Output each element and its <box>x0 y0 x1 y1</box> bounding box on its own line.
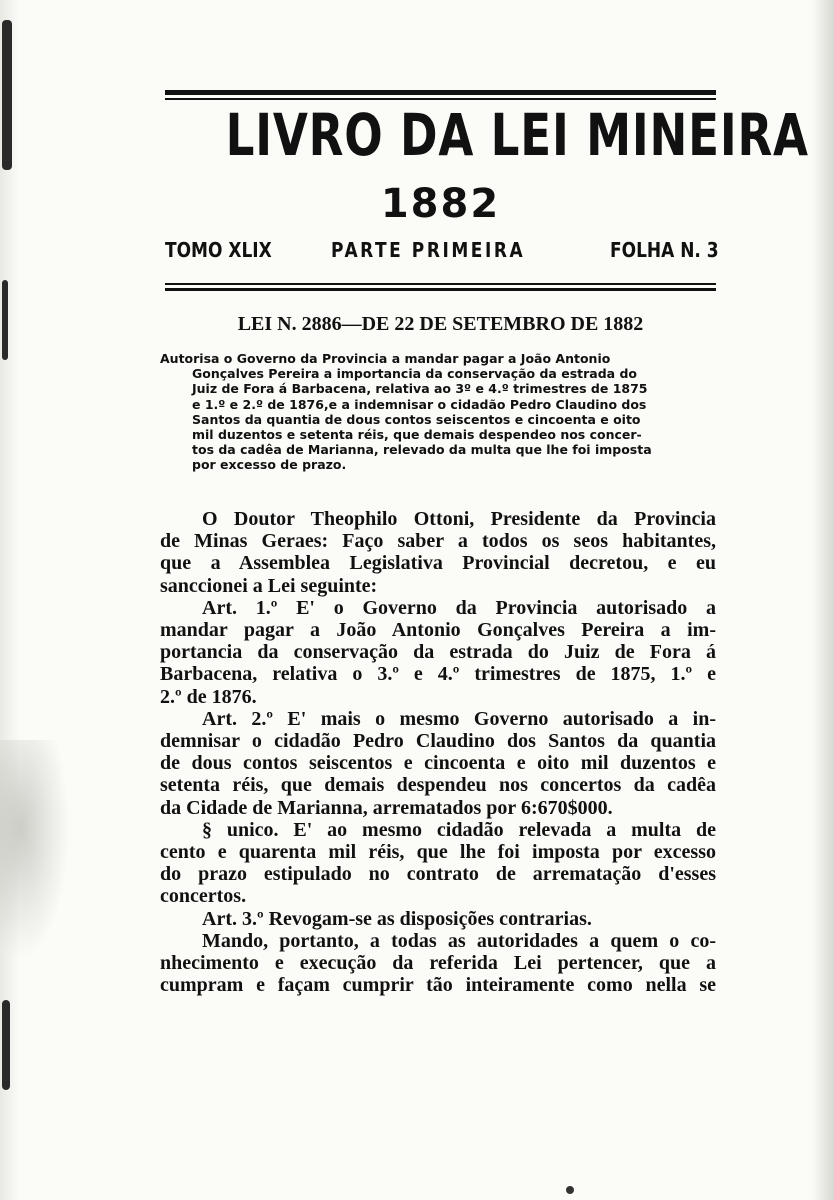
summary-line: tos da cadêa de Marianna, relevado da multa que lhe foi imposta <box>192 442 652 458</box>
water-stain <box>0 740 70 960</box>
body-line: concertos. <box>160 885 247 908</box>
summary-line: e 1.º e 2.º de 1876,e a indemnisar o cidadão Pedro Claudino dos <box>192 396 647 412</box>
binding-mark <box>2 20 12 170</box>
law-title: LEI N. 2886—DE 22 DE SETEMBRO DE 1882 <box>237 313 644 335</box>
body-line: § unico. E' ao mesmo cidadão relevada a multa de <box>202 818 716 841</box>
header-rule-thick <box>165 288 716 291</box>
parte-label: PARTE PRIMEIRA <box>331 238 526 262</box>
summary-line: mil duzentos e setenta réis, que demais despendeo nos concer- <box>192 427 642 443</box>
summary-line: Autorisa o Governo da Provincia a mandar pagar a João Antonio <box>160 351 611 366</box>
body-line: O Doutor Theophilo Ottoni, Presidente da Provincia <box>202 508 716 530</box>
ink-speck <box>566 1186 574 1194</box>
body-line: cumpram e façam cumprir tão inteiramente como nella se <box>160 974 716 997</box>
body-line: Art. 1.º E' o Governo da Provincia autorisado a <box>202 596 716 619</box>
body-line: Art. 3.º Revogam-se as disposições contrarias. <box>202 907 592 930</box>
body-line: de Minas Geraes: Faço saber a todos os seos habitantes, <box>160 530 716 553</box>
masthead-title: LIVRO DA LEI MINEIRA <box>225 101 809 169</box>
law-summary <box>160 351 720 473</box>
body-line: Mando, portanto, a todas as autoridades a quem o co- <box>202 929 716 952</box>
binding-mark <box>2 280 8 360</box>
summary-line: Gonçalves Pereira a importancia da conservação da estrada do <box>192 366 637 382</box>
body-line: do prazo estipulado no contrato de arrematação d'esses <box>160 863 716 886</box>
body-line: da Cidade de Marianna, arrematados por 6:670$000. <box>160 796 613 819</box>
summary-line: por excesso de prazo. <box>192 457 347 473</box>
law-body <box>160 508 716 996</box>
body-line: nhecimento e execução da referida Lei pertencer, que a <box>160 952 716 975</box>
summary-line: Santos da quantia de dous contos seiscentos e cincoenta e oito <box>192 411 641 427</box>
masthead-year: 1882 <box>380 181 501 227</box>
body-line: Art. 2.º E' mais o mesmo Governo autorisado a in- <box>202 707 716 730</box>
body-line: setenta réis, que demais despendeu nos concertos da cadêa <box>160 774 716 797</box>
folha-label: FOLHA N. 3 <box>610 238 719 262</box>
body-line: Barbacena, relativa o 3.º e 4.º trimestres de 1875, 1.º e <box>160 663 716 686</box>
summary-line: Juiz de Fora á Barbacena, relativa ao 3º e 4.º trimestres de 1875 <box>192 381 648 397</box>
body-line: mandar pagar a João Antonio Gonçalves Pereira a im- <box>160 619 716 642</box>
top-rule-thick <box>165 90 716 95</box>
header-rule-thin <box>165 283 716 285</box>
body-line: portancia da conservação da estrada do Juiz de Fora á <box>160 641 716 664</box>
body-line: que a Assemblea Legislativa Provincial decretou, e eu <box>160 552 716 575</box>
tomo-label: TOMO XLIX <box>165 238 272 262</box>
page-right-edge <box>812 0 834 1200</box>
body-line: cento e quarenta mil réis, que lhe foi imposta por excesso <box>160 841 716 864</box>
binding-mark <box>2 1000 10 1090</box>
body-line: de dous contos seiscentos e cincoenta e oito mil duzentos e <box>160 752 716 775</box>
top-rule-thin <box>165 98 716 100</box>
body-line: demnisar o cidadão Pedro Claudino dos Santos da quantia <box>160 730 716 753</box>
body-line: sanccionei a Lei seguinte: <box>160 574 378 597</box>
body-line: 2.º de 1876. <box>160 685 257 708</box>
